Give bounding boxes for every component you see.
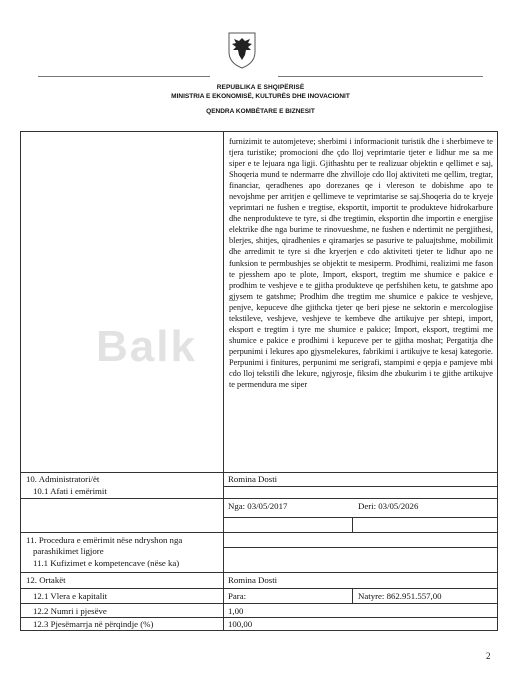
appointment-procedure-label-cont: parashikimet ligjore xyxy=(33,546,104,556)
document-header xyxy=(0,0,521,130)
row-line xyxy=(21,617,497,618)
row-line xyxy=(21,572,497,573)
albanian-eagle-emblem-icon xyxy=(226,30,258,70)
capital-in-kind: Natyre: 862.951.557,00 xyxy=(358,591,442,601)
column-divider xyxy=(223,132,224,630)
competence-limits-label: 11.1 Kufizimet e kompetencave (nëse ka) xyxy=(33,558,180,568)
header-rule-right xyxy=(278,76,483,77)
registry-table xyxy=(20,131,498,631)
row-line xyxy=(21,532,497,533)
row-line xyxy=(21,603,497,604)
administrator-label: 10. Administratori/ët xyxy=(26,474,100,484)
participation-percent-value: 100,00 xyxy=(228,619,253,629)
row-line xyxy=(21,472,497,473)
term-end-date: Deri: 03/05/2026 xyxy=(358,501,419,511)
shares-count-value: 1,00 xyxy=(228,606,244,616)
shares-count-label: 12.2 Numri i pjesëve xyxy=(33,606,107,616)
term-start-date: Nga: 03/05/2017 xyxy=(228,501,288,511)
appointment-term-label: 10.1 Afati i emërimit xyxy=(33,486,107,496)
capital-divider xyxy=(352,588,353,603)
participation-percent-label: 12.3 Pjesëmarrja në përqindje (%) xyxy=(33,619,154,629)
business-object-description: furnizimit te automjeteve; sherbimi i informacionit turistik dhe i sherbimeve te tjera turistike; promocioni dhe çdo lloj veprimtarie tjeter e lidhur me sa me siper e te lejuara nga ligji. Gjithashtu per te realizuar objektin e qellimet e saj, Shoqeria mund te ndermarre dhe zhvilloje cdo lloj aktiviteti me qellim, tregtar, financiar, qeradhenes apo dorezanes qe i vlereson te dobishme apo te nevojshme per arritjen e qellimeve te veprimtarise se saj.Shoqeria do te kryeje veprimtari ne fushen e tregtise, eksportit, importit te produkteve hidrokarbure dhe nenprodukteve te tyre, si dhe tregtimin, eksportin dhe importin e energjise elektrike dhe nga burime te rinovueshme, ne fushen e ndertimit ne pergjithesi, blerjes, shitjes, qiradhenies e qiramarjes se pasurive te paluajtshme, mobilimit dhe arredimit te tyre si dhe kryerjen e cdo aktiviteti tjeter te lidhur apo ne funksion te permbushjes se objektit te mesiperm. Prodhimi, realizimi me fason te pjesshem apo te plote, Import, eksport, tregtim me shumice e pakice e prodhim te veshjeve e te gjitha produkteve qe perfshihen ketu, te gatshme apo gjysem te gatshme; Prodhim dhe tregtim me shumice e pakice te veshjeve, penjve, kepuceve dhe gjithcka tjeter qe beri pjese ne sektorin e mercologjise tekstileve, veshjeve, veshjeve te kembeve dhe artikujve per shtepi, import, eksport e tregtim i tyre me shumice e pakice; Import, eksport, tregtimi me shumice e pakice e prodhimi i kepuceve per te gjitha moshat; Pergatitja dhe perpunimi i lekures apo gjysmelekures, fabrikimi i artikujve te kesaj kategorie. Perpunimi i finitures, perpunimi me serigrafi, stampimi e qepja e pamjeve mbi cdo lloj tekstili dhe lekure, ngjyrosje, fiksim dhe zbukurim i te gjithe artikujve te permendura me siper xyxy=(229,137,493,390)
row-line xyxy=(223,547,497,548)
admin-date-divider xyxy=(352,517,353,532)
capital-value-label: 12.1 Vlera e kapitalit xyxy=(33,591,108,601)
header-ministry: MINISTRIA E EKONOMISË, KULTURËS DHE INOVACIONIT xyxy=(171,93,350,100)
administrator-name: Romina Dosti xyxy=(228,474,278,484)
header-rule-left xyxy=(38,76,210,77)
row-line xyxy=(21,588,497,589)
partner-name: Romina Dosti xyxy=(228,575,278,585)
watermark: Balk xyxy=(96,322,197,371)
row-line xyxy=(223,486,497,487)
header-center: QENDRA KOMBËTARE E BIZNESIT xyxy=(206,108,315,115)
appointment-procedure-label: 11. Procedura e emërimit nëse ndryshon nga xyxy=(26,535,183,545)
capital-cash: Para: xyxy=(228,591,247,601)
row-line xyxy=(223,517,497,518)
header-republic: REPUBLIKA E SHQIPËRISË xyxy=(216,84,305,91)
partners-label: 12. Ortakët xyxy=(26,575,66,585)
page-number: 2 xyxy=(486,651,491,661)
row-line xyxy=(21,498,497,499)
